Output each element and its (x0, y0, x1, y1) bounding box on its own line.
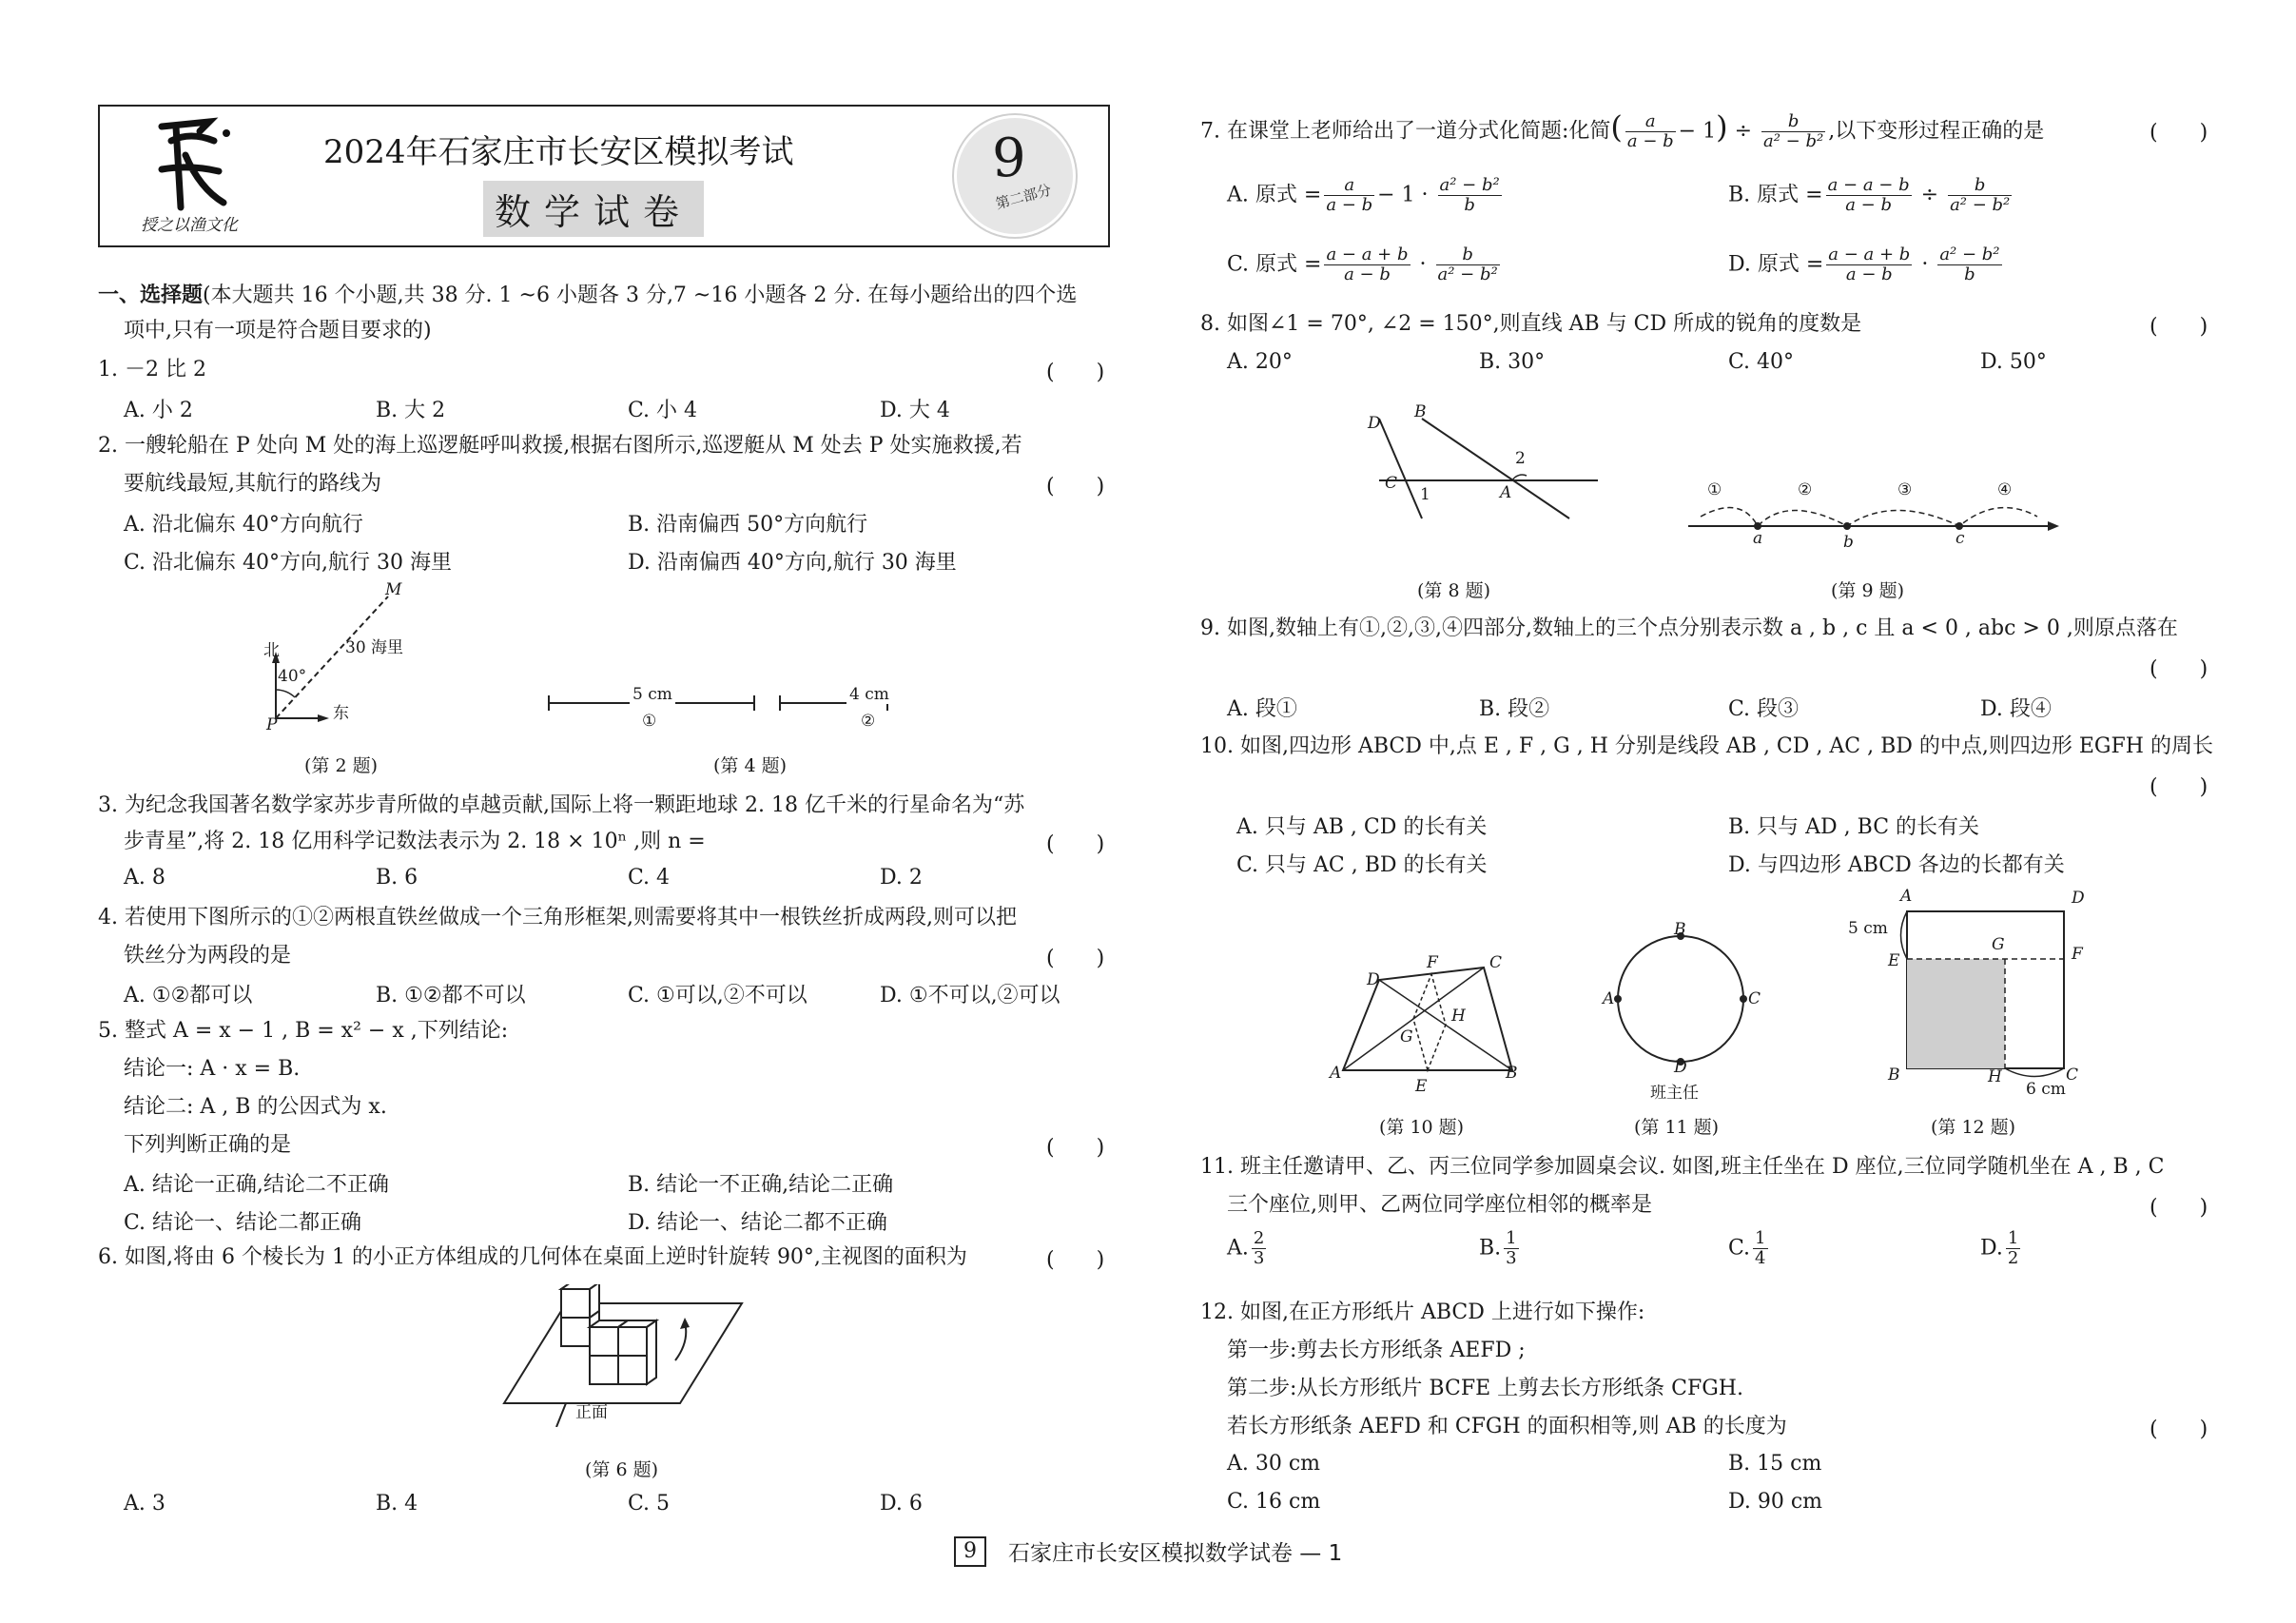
q12-label-b: B (1888, 1066, 1900, 1085)
q11-caption: (第 11 题) (1634, 1117, 1720, 1138)
q10-label-d: D (1367, 970, 1380, 989)
q9-region-4: ④ (1997, 480, 2013, 499)
q4-answer-paren: ( ) (1046, 947, 1105, 970)
q2-point-m: M (385, 580, 402, 599)
q7-stem: 7. 在课堂上老师给出了一道分式化简题:化简( $\frac{a}{a - b}$ − 1) ÷ $\frac{b}{\text{a² − b²}}$ ,以下变形过程正确的是 (1200, 108, 2045, 151)
q4-figure (547, 690, 889, 718)
q9-stem: 9. 如图,数轴上有①,②,③,④四部分,数轴上的三个点分别表示数 a , b , c 且 a < 0 , abc > 0 ,则原点落在 (1200, 616, 2178, 640)
q12-label-d: D (2072, 889, 2085, 908)
route-line (276, 596, 388, 718)
q10-label-b: B (1506, 1064, 1518, 1083)
line-ba (1422, 419, 1569, 518)
q12-question: 若长方形纸条 AEFD 和 CFGH 的面积相等,则 AB 的长度为 (1227, 1415, 1787, 1438)
q8-option-a: A. 20° (1227, 350, 1293, 374)
q4-stem-line1: 4. 若使用下图所示的①②两根直铁丝做成一个三角形框架,则需要将其中一根铁丝折成两段,则可以把 (98, 906, 1017, 929)
q9-option-c: C. 段③ (1728, 697, 1800, 721)
q12-label-f: F (2072, 945, 2083, 964)
q11-option-d: D. $\frac{1}{2}$ (1980, 1228, 2019, 1268)
q3-option-c: C. 4 (628, 866, 671, 890)
q11-option-b: B. $\frac{1}{3}$ (1479, 1228, 1517, 1268)
round-table (1618, 936, 1743, 1062)
q9-region-1: ① (1707, 480, 1722, 499)
cube-group (561, 1284, 656, 1384)
q4-seg2-num: ② (861, 712, 876, 731)
q2-option-a: A. 沿北偏东 40°方向航行 (124, 513, 363, 537)
q1-option-d: D. 大 4 (880, 399, 950, 422)
q7-option-d: D. 原式 = $\frac{a - a + b}{a - b}$ · $\frac{\text{a² − b²}}{b}$ (1728, 244, 2000, 284)
q5-conclusion-1: 结论一: A · x = B. (124, 1057, 301, 1081)
q12-option-a: A. 30 cm (1227, 1452, 1321, 1476)
q9-label-b: b (1843, 533, 1854, 552)
q2-stem-line1: 2. 一艘轮船在 P 处向 M 处的海上巡逻艇呼叫救援,根据右图所示,巡逻艇从 M 处去 P 处实施救援,若 (98, 434, 1022, 458)
q12-caption: (第 12 题) (1931, 1117, 2016, 1138)
q5-option-c: C. 结论一、结论二都正确 (124, 1211, 362, 1235)
q6-option-d: D. 6 (880, 1492, 923, 1515)
q8-answer-paren: ( ) (2150, 315, 2208, 339)
q7-answer-paren: ( ) (2150, 121, 2208, 145)
footer-title: 石家庄市长安区模拟数学试卷 — 1 (1008, 1541, 1343, 1566)
q4-seg1-num: ① (642, 712, 657, 731)
line-dc (1379, 419, 1422, 518)
q4-caption: (第 4 题) (713, 755, 787, 776)
q10-option-b: B. 只与 AD , BC 的长有关 (1728, 815, 1980, 839)
q10-label-e: E (1415, 1077, 1428, 1096)
q10-label-f: F (1427, 953, 1438, 972)
q10-option-d: D. 与四边形 ABCD 各边的长都有关 (1728, 853, 2065, 877)
point-b (1843, 522, 1851, 530)
q12-label-e: E (1888, 951, 1900, 970)
q11-teacher-label: 班主任 (1650, 1084, 1699, 1103)
q11-label-d: D (1674, 1058, 1687, 1077)
q6-option-a: A. 3 (124, 1492, 165, 1515)
badge-subtitle: 第二部分 (993, 181, 1054, 213)
q4-option-d: D. ①不可以,②可以 (880, 984, 1060, 1007)
q2-distance-label: 30 海里 (345, 638, 404, 657)
q12-dim-5cm: 5 cm (1848, 919, 1888, 938)
q6-caption: (第 6 题) (585, 1459, 658, 1480)
q6-option-c: C. 5 (628, 1492, 671, 1515)
q3-stem-line2: 步青星”,将 2. 18 亿用科学记数法表示为 2. 18 × 10ⁿ ,则 n = (124, 830, 706, 853)
q9-option-b: B. 段② (1479, 697, 1550, 721)
q10-caption: (第 10 题) (1379, 1117, 1465, 1138)
q10-figure (1332, 956, 1531, 1080)
q10-label-h: H (1451, 1007, 1466, 1026)
q3-option-a: A. 8 (124, 866, 165, 890)
q12-option-b: B. 15 cm (1728, 1452, 1822, 1476)
badge-number: 9 (992, 127, 1026, 189)
q9-region-3: ③ (1897, 480, 1913, 499)
q12-label-a: A (1900, 887, 1913, 906)
q1-stem: 1. －2 比 2 (98, 358, 206, 381)
q6-option-b: B. 4 (376, 1492, 418, 1515)
q1-option-b: B. 大 2 (376, 399, 446, 422)
q4-option-a: A. ①②都可以 (124, 984, 253, 1007)
q9-option-a: A. 段① (1227, 697, 1297, 721)
q8-label-c: C (1385, 474, 1398, 493)
q8-label-b: B (1414, 402, 1427, 421)
q2-east-label: 东 (333, 704, 349, 723)
q10-option-c: C. 只与 AC , BD 的长有关 (1236, 853, 1488, 877)
q7-option-b: B. 原式 = $\frac{a - a - b}{a - b}$ ÷ $\frac{b}{\text{a² − b²}}$ (1728, 175, 2011, 215)
q11-stem-line2: 三个座位,则甲、乙两位同学座位相邻的概率是 (1227, 1193, 1652, 1217)
q7-option-a: A. 原式 = $\frac{a}{a - b}$ − 1 · $\frac{\text{a² − b²}}{b}$ (1227, 175, 1500, 215)
q5-conclusion-2: 结论二: A , B 的公因式为 x. (124, 1095, 387, 1119)
q2-option-c: C. 沿北偏东 40°方向,航行 30 海里 (124, 551, 452, 575)
q12-label-h: H (1988, 1067, 2002, 1086)
q7-option-c: C. 原式 = $\frac{a - a + b}{a - b}$ · $\frac{b}{\text{a² − b²}}$ (1227, 244, 1498, 284)
q8-caption: (第 8 题) (1417, 580, 1490, 601)
q12-label-c: C (2066, 1066, 2079, 1085)
q4-seg1-label: 5 cm (630, 685, 675, 704)
q4-seg2-label: 4 cm (846, 685, 892, 704)
q8-option-d: D. 50° (1980, 350, 2047, 374)
q10-label-a: A (1330, 1064, 1342, 1083)
q1-option-a: A. 小 2 (124, 399, 193, 422)
q2-option-d: D. 沿南偏西 40°方向,航行 30 海里 (628, 551, 957, 575)
q6-front-label: 正面 (575, 1403, 608, 1422)
q5-stem: 5. 整式 A = x − 1 , B = x² − x ,下列结论: (98, 1019, 509, 1043)
q4-stem-line2: 铁丝分为两段的是 (124, 944, 292, 968)
q6-stem: 6. 如图,将由 6 个棱长为 1 的小正方体组成的几何体在桌面上逆时针旋转 90°,主视图的面积为 (98, 1245, 967, 1269)
q10-stem: 10. 如图,四边形 ABCD 中,点 E , F , G , H 分别是线段 AB , CD , AC , BD 的中点,则四边形 EGFH 的周长 (1200, 734, 2213, 758)
q12-option-c: C. 16 cm (1227, 1490, 1321, 1514)
q12-label-g: G (1992, 935, 2005, 954)
q12-step-1: 第一步:剪去长方形纸条 AEFD ; (1227, 1339, 1526, 1362)
q8-figure (1360, 400, 1607, 523)
q8-label-a: A (1500, 483, 1512, 502)
q10-option-a: A. 只与 AB , CD 的长有关 (1236, 815, 1488, 839)
q10-label-c: C (1489, 953, 1503, 972)
q3-stem-line1: 3. 为纪念我国著名数学家苏步青所做的卓越贡献,国际上将一颗距地球 2. 18 亿千米的行星命名为“苏 (98, 793, 1025, 817)
q12-figure (1893, 894, 2092, 1094)
q11-figure (1612, 928, 1755, 1070)
q11-stem-line1: 11. 班主任邀请甲、乙、丙三位同学参加圆桌会议. 如图,班主任坐在 D 座位,三位同学随机坐在 A , B , C (1200, 1155, 2165, 1179)
q11-label-c: C (1748, 989, 1761, 1008)
q5-answer-paren: ( ) (1046, 1136, 1105, 1160)
remaining-region (1907, 959, 2005, 1068)
q2-caption: (第 2 题) (304, 755, 378, 776)
q11-option-c: C. $\frac{1}{4}$ (1728, 1228, 1766, 1268)
q11-option-a: A. $\frac{2}{3}$ (1227, 1228, 1265, 1268)
q10-label-g: G (1400, 1027, 1413, 1046)
q6-figure (499, 1284, 747, 1427)
q3-option-d: D. 2 (880, 866, 923, 890)
q1-answer-paren: ( ) (1046, 361, 1105, 384)
q8-option-b: B. 30° (1479, 350, 1546, 374)
q8-angle-2: 2 (1515, 449, 1526, 468)
q11-label-b: B (1674, 920, 1686, 939)
q3-answer-paren: ( ) (1046, 832, 1105, 856)
section-label: 一、选择题(本大题共 16 个小题,共 38 分. 1 ~6 小题各 3 分,7 ~16 小题各 2 分. 在每小题给出的四个选 (98, 283, 1078, 307)
q9-label-a: a (1753, 529, 1763, 548)
q2-angle-label: 40° (278, 667, 307, 686)
q4-option-c: C. ①可以,②不可以 (628, 984, 807, 1007)
q8-option-c: C. 40° (1728, 350, 1795, 374)
q10-answer-paren: ( ) (2150, 775, 2208, 799)
exam-subtitle: 数学试卷 (483, 181, 704, 237)
q8-stem: 8. 如图∠1 = 70°, ∠2 = 150°,则直线 AB 与 CD 所成的锐角的度数是 (1200, 312, 1862, 336)
q12-answer-paren: ( ) (2150, 1418, 2208, 1441)
q2-figure (247, 576, 457, 747)
q5-option-b: B. 结论一不正确,结论二正确 (628, 1173, 894, 1197)
q2-option-b: B. 沿南偏西 50°方向航行 (628, 513, 868, 537)
q8-angle-1: 1 (1420, 485, 1430, 504)
q8-label-d: D (1368, 414, 1381, 433)
exam-title: 2024年石家庄市长安区模拟考试 (323, 133, 794, 171)
q12-dim-6cm: 6 cm (2026, 1080, 2066, 1099)
q2-north-label: 北 (263, 641, 280, 660)
logo-brand: 授之以渔文化 (141, 216, 238, 235)
q3-option-b: B. 6 (376, 866, 418, 890)
q12-option-d: D. 90 cm (1728, 1490, 1823, 1514)
q5-judge: 下列判断正确的是 (124, 1133, 292, 1157)
q9-region-2: ② (1798, 480, 1813, 499)
q11-label-a: A (1603, 989, 1615, 1008)
q11-answer-paren: ( ) (2150, 1196, 2208, 1220)
footer-page-number: 9 (954, 1536, 986, 1567)
q1-option-c: C. 小 4 (628, 399, 698, 422)
q5-option-a: A. 结论一正确,结论二不正确 (124, 1173, 389, 1197)
q2-point-p: P (266, 715, 278, 734)
q2-stem-line2: 要航线最短,其航行的路线为 (124, 472, 381, 496)
q2-answer-paren: ( ) (1046, 475, 1105, 499)
q4-option-b: B. ①②都不可以 (376, 984, 526, 1007)
q9-label-c: c (1955, 529, 1965, 548)
q5-option-d: D. 结论一、结论二都不正确 (628, 1211, 887, 1235)
q9-answer-paren: ( ) (2150, 657, 2208, 681)
q12-stem: 12. 如图,在正方形纸片 ABCD 上进行如下操作: (1200, 1300, 1645, 1324)
q9-option-d: D. 段④ (1980, 697, 2052, 721)
q12-step-2: 第二步:从长方形纸片 BCFE 上剪去长方形纸条 CFGH. (1227, 1377, 1743, 1400)
q6-answer-paren: ( ) (1046, 1248, 1105, 1272)
section-desc: 项中,只有一项是符合题目要求的) (124, 319, 432, 342)
q9-caption: (第 9 题) (1831, 580, 1904, 601)
